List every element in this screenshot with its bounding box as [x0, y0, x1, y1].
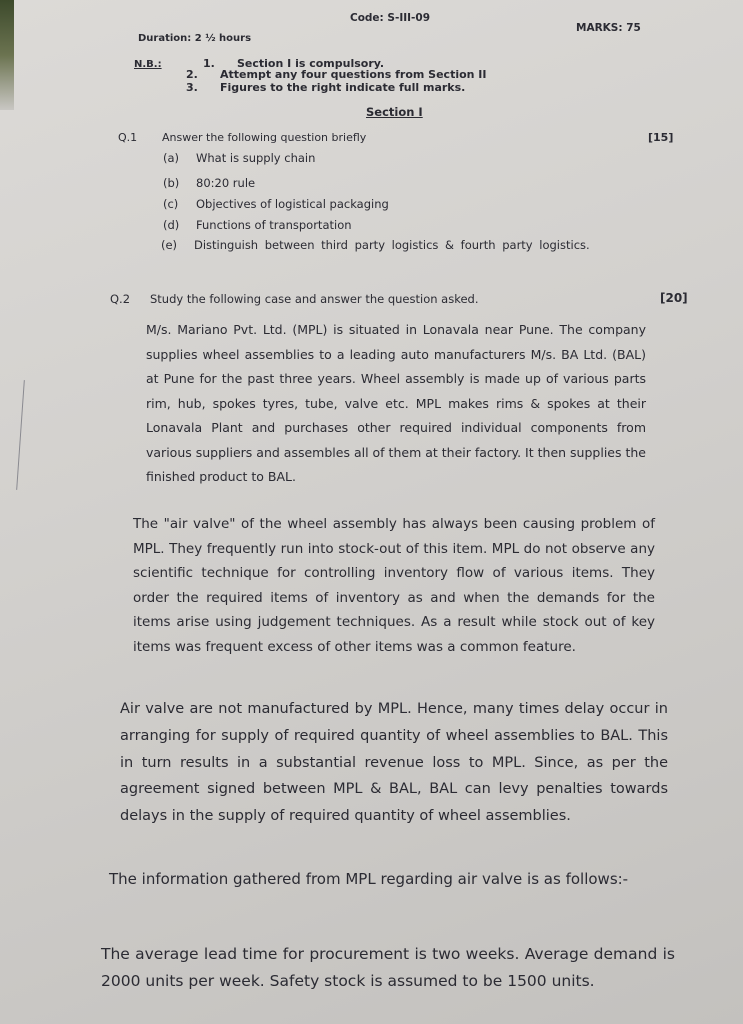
q1-sub-item — [163, 218, 352, 232]
case-paragraph: The information gathered from MPL regarding air valve is as follows:- — [109, 870, 629, 888]
q1-text: Answer the following question briefly — [162, 131, 367, 144]
sub-letter: (c) — [163, 197, 179, 211]
q1-marks: [15] — [648, 131, 674, 144]
sub-letter: (a) — [163, 151, 180, 165]
q1-sub-item — [163, 151, 315, 165]
sub-text: Functions of transportation — [196, 218, 352, 232]
exam-duration: Duration: 2 ½ hours — [138, 33, 252, 44]
case-paragraph: M/s. Mariano Pvt. Ltd. (MPL) is situated in Lonavala near Pune. The company supplies wheel assemblies to a leading auto manufacturers M/s. BA Ltd. (BAL) at Pune for the past three years. Wheel assembly is made up of various parts rim, hub, spokes tyres, tube, valve etc. MPL makes rims & spokes at their Lonavala Plant and purchases other required individual components from various suppliers and assembles all of them at their factory. It then supplies the finished product to BAL. — [146, 322, 646, 484]
nb-label: N.B.: — [134, 59, 162, 70]
q2-marks: [20] — [660, 291, 688, 305]
sub-text: 80:20 rule — [196, 176, 256, 190]
q2-number: Q.2 — [110, 292, 131, 306]
margin-rule — [16, 380, 25, 490]
case-paragraph: The "air valve" of the wheel assembly has always been causing problem of MPL. They frequently run into stock-out of this item. MPL do not observe any scientific technique for controlling inventory flow of various items. They order the required items of inventory as and when the demands for the items arise using judgement techniques. As a result while stock out of key items was frequent excess of other items was a common feature. — [133, 516, 655, 655]
q2-text: Study the following case and answer the question asked. — [150, 292, 479, 306]
sub-letter: (d) — [163, 218, 180, 232]
instruction-number: 2. — [186, 68, 198, 81]
instruction-text: Section I is compulsory. — [237, 57, 385, 70]
section-title: Section I — [366, 105, 423, 119]
instruction-number: 3. — [186, 81, 198, 94]
case-paragraph: Air valve are not manufactured by MPL. Hence, many times delay occur in arranging for supply of required quantity of wheel assemblies to BAL. This in turn results in a substantial revenue loss to MPL. Since, as per the agreement signed between MPL & BAL, BAL can levy penalties towards delays in the supply of required quantity of wheel assemblies. — [120, 701, 668, 825]
q1-sub-item — [161, 235, 643, 255]
q1-sub-item — [163, 176, 255, 190]
instruction-item — [186, 81, 465, 94]
q1-number: Q.1 — [118, 131, 138, 144]
q1-sub-item — [163, 197, 389, 211]
instruction-text: Attempt any four questions from Section II — [220, 68, 487, 81]
paper-code: Code: S-III-09 — [350, 12, 431, 24]
sub-letter: (b) — [163, 176, 180, 190]
sub-letter: (e) — [161, 238, 178, 252]
page-edge-shadow — [0, 0, 14, 110]
sub-text: Distinguish between third party logistics & fourth party logistics. — [194, 238, 590, 252]
sub-text: What is supply chain — [196, 151, 316, 165]
total-marks: MARKS: 75 — [576, 22, 641, 34]
case-paragraph: The average lead time for procurement is two weeks. Average demand is 2000 units per week. Safety stock is assumed to be 1500 units. — [101, 945, 675, 990]
instruction-text: Figures to the right indicate full marks. — [220, 81, 466, 94]
sub-text: Objectives of logistical packaging — [196, 197, 389, 211]
instruction-number: 1. — [203, 57, 215, 70]
instruction-item — [186, 68, 487, 81]
